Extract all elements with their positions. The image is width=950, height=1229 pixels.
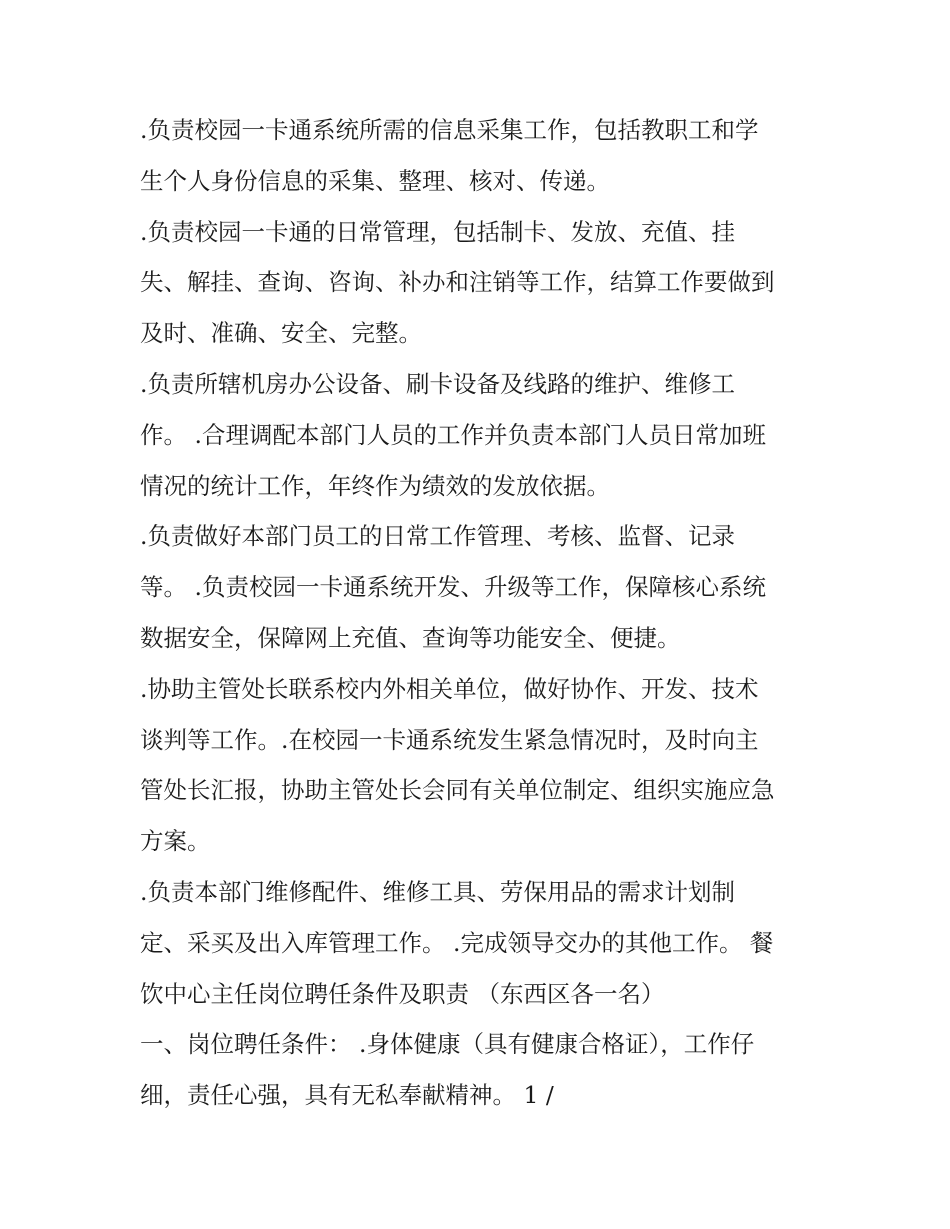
text-line: 方案。 bbox=[140, 827, 211, 856]
text-line: 情况的统计工作，年终作为绩效的发放依据。 bbox=[140, 471, 610, 500]
text-line: 失、解挂、查询、咨询、补办和注销等工作，结算工作要做到 bbox=[140, 268, 775, 297]
text-line: 饮中心主任岗位聘任条件及职责 （东西区各一名） bbox=[140, 979, 665, 1008]
text-line: .负责本部门维修配件、维修工具、劳保用品的需求计划制 bbox=[140, 877, 735, 906]
text-line: 及时、准确、安全、完整。 bbox=[140, 319, 422, 348]
document-body bbox=[140, 105, 830, 1121]
text-line: 一、岗位聘任条件： .身体健康（具有健康合格证），工作仔 bbox=[140, 1030, 755, 1059]
text-line: 定、采买及出入库管理工作。 .完成领导交办的其他工作。 餐 bbox=[140, 928, 774, 957]
text-line: .负责校园一卡通的日常管理，包括制卡、发放、充值、挂 bbox=[140, 217, 735, 246]
text-line: 生个人身份信息的采集、整理、核对、传递。 bbox=[140, 166, 610, 195]
text-line: .负责校园一卡通系统所需的信息采集工作，包括教职工和学 bbox=[140, 116, 759, 144]
text-line: 管处长汇报，协助主管处长会同有关单位制定、组织实施应急 bbox=[140, 776, 775, 805]
text-line: .负责所辖机房办公设备、刷卡设备及线路的维护、维修工 bbox=[140, 369, 735, 398]
text-line: 作。 .合理调配本部门人员的工作并负责本部门人员日常加班 bbox=[140, 420, 766, 449]
text-line: .协助主管处长联系校内外相关单位，做好协作、开发、技术 bbox=[140, 674, 759, 703]
text-line: 数据安全，保障网上充值、查询等功能安全、便捷。 bbox=[140, 623, 681, 652]
text-line: 细，责任心强，具有无私奉献精神。 1 / bbox=[140, 1081, 554, 1110]
text-line: 等。 .负责校园一卡通系统开发、升级等工作，保障核心系统 bbox=[140, 573, 766, 602]
text-line: 谈判等工作。.在校园一卡通系统发生紧急情况时，及时向主 bbox=[140, 725, 759, 754]
text-line: .负责做好本部门员工的日常工作管理、考核、监督、记录 bbox=[140, 522, 735, 551]
